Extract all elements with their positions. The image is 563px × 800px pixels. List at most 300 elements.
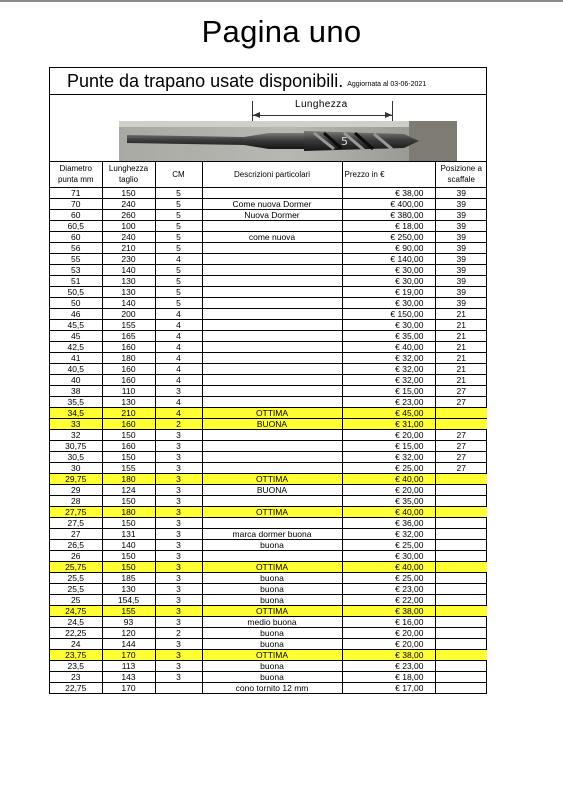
shelf-position-cell (435, 682, 487, 693)
length-cell: 160 (102, 418, 155, 429)
length-cell: 150 (102, 451, 155, 462)
cm-cell: 4 (155, 407, 202, 418)
cm-cell (155, 682, 202, 693)
shelf-position-cell: 39 (435, 187, 487, 198)
price-cell: € 150,00 (342, 308, 435, 319)
table-row (50, 517, 487, 528)
shelf-position-cell (435, 528, 487, 539)
diameter-cell: 45,5 (50, 319, 102, 330)
diameter-cell: 30,5 (50, 451, 102, 462)
price-cell: € 38,00 (342, 649, 435, 660)
description-cell (202, 462, 342, 473)
dimension-line (252, 115, 393, 116)
table-row (50, 385, 487, 396)
diameter-cell: 53 (50, 264, 102, 275)
cm-cell: 5 (155, 231, 202, 242)
table-body (50, 187, 487, 693)
cm-cell: 3 (155, 506, 202, 517)
description-cell (202, 385, 342, 396)
sheet (49, 67, 487, 694)
length-cell: 110 (102, 385, 155, 396)
description-cell: OTTIMA (202, 649, 342, 660)
table-row (50, 671, 487, 682)
length-cell: 240 (102, 198, 155, 209)
diameter-cell: 22,25 (50, 627, 102, 638)
cm-cell: 3 (155, 594, 202, 605)
length-cell: 155 (102, 319, 155, 330)
shelf-position-cell: 39 (435, 286, 487, 297)
price-cell: € 25,00 (342, 462, 435, 473)
length-cell: 150 (102, 550, 155, 561)
length-cell: 154,5 (102, 594, 155, 605)
cm-cell: 5 (155, 209, 202, 220)
diameter-cell: 27 (50, 528, 102, 539)
diameter-cell: 25,5 (50, 572, 102, 583)
description-cell: cono tornito 12 mm (202, 682, 342, 693)
cm-cell: 5 (155, 187, 202, 198)
shelf-position-cell (435, 561, 487, 572)
price-cell: € 38,00 (342, 187, 435, 198)
description-cell (202, 440, 342, 451)
description-cell (202, 242, 342, 253)
table-row (50, 649, 487, 660)
table-header-row (50, 162, 487, 187)
shelf-position-cell: 21 (435, 319, 487, 330)
diameter-cell: 24 (50, 638, 102, 649)
description-cell: buona (202, 572, 342, 583)
diameter-cell: 25 (50, 594, 102, 605)
length-cell: 140 (102, 264, 155, 275)
shelf-position-cell: 39 (435, 253, 487, 264)
cm-cell: 5 (155, 297, 202, 308)
diameter-cell: 23,5 (50, 660, 102, 671)
cm-cell: 3 (155, 671, 202, 682)
length-cell: 260 (102, 209, 155, 220)
length-cell: 240 (102, 231, 155, 242)
drill-bit-photo (119, 121, 457, 161)
description-cell (202, 352, 342, 363)
description-cell: buona (202, 539, 342, 550)
price-cell: € 20,00 (342, 627, 435, 638)
shelf-position-cell: 27 (435, 451, 487, 462)
cm-cell: 3 (155, 638, 202, 649)
price-cell: € 15,00 (342, 385, 435, 396)
length-cell: 131 (102, 528, 155, 539)
price-cell: € 30,00 (342, 319, 435, 330)
cm-cell: 4 (155, 363, 202, 374)
length-cell: 150 (102, 517, 155, 528)
length-cell: 150 (102, 429, 155, 440)
table-row (50, 462, 487, 473)
shelf-position-cell: 39 (435, 198, 487, 209)
cm-cell: 3 (155, 528, 202, 539)
table-row (50, 198, 487, 209)
svg-text:5: 5 (341, 135, 348, 148)
shelf-position-cell (435, 484, 487, 495)
cm-cell: 4 (155, 374, 202, 385)
diameter-cell: 30 (50, 462, 102, 473)
table-row (50, 473, 487, 484)
table-row (50, 341, 487, 352)
table-row (50, 616, 487, 627)
price-cell: € 18,00 (342, 220, 435, 231)
length-cell: 130 (102, 275, 155, 286)
price-cell: € 18,00 (342, 671, 435, 682)
shelf-position-cell (435, 473, 487, 484)
diameter-cell: 29,75 (50, 473, 102, 484)
table-row (50, 418, 487, 429)
diameter-cell: 26 (50, 550, 102, 561)
arrow-right-icon (385, 112, 392, 118)
table-row (50, 407, 487, 418)
table-row (50, 594, 487, 605)
cm-cell: 5 (155, 264, 202, 275)
cm-cell: 5 (155, 286, 202, 297)
column-header: Descrizioni particolari (202, 162, 342, 187)
column-header: Diametro punta mm (50, 162, 102, 187)
diameter-cell: 40,5 (50, 363, 102, 374)
table-row (50, 330, 487, 341)
cm-cell: 3 (155, 539, 202, 550)
diameter-cell: 56 (50, 242, 102, 253)
price-cell: € 20,00 (342, 484, 435, 495)
description-cell (202, 330, 342, 341)
diameter-cell: 32 (50, 429, 102, 440)
price-cell: € 16,00 (342, 616, 435, 627)
description-cell (202, 341, 342, 352)
length-cell: 144 (102, 638, 155, 649)
description-cell: Nuova Dormer (202, 209, 342, 220)
shelf-position-cell (435, 572, 487, 583)
description-cell: come nuova (202, 231, 342, 242)
diameter-cell: 50 (50, 297, 102, 308)
description-cell: OTTIMA (202, 473, 342, 484)
description-cell: buona (202, 594, 342, 605)
table-row (50, 638, 487, 649)
description-cell (202, 275, 342, 286)
diameter-cell: 50,5 (50, 286, 102, 297)
shelf-position-cell (435, 407, 487, 418)
cm-cell: 4 (155, 341, 202, 352)
length-cell: 170 (102, 649, 155, 660)
length-cell: 180 (102, 506, 155, 517)
description-cell: buona (202, 638, 342, 649)
cm-cell: 3 (155, 484, 202, 495)
length-cell: 180 (102, 352, 155, 363)
price-cell: € 32,00 (342, 363, 435, 374)
description-cell: buona (202, 583, 342, 594)
column-header: CM (155, 162, 202, 187)
price-cell: € 40,00 (342, 473, 435, 484)
shelf-position-cell (435, 616, 487, 627)
cm-cell: 3 (155, 440, 202, 451)
table-row (50, 209, 487, 220)
cm-cell: 5 (155, 275, 202, 286)
shelf-position-cell: 27 (435, 440, 487, 451)
price-cell: € 30,00 (342, 264, 435, 275)
cm-cell: 3 (155, 572, 202, 583)
diameter-cell: 40 (50, 374, 102, 385)
diameter-cell: 55 (50, 253, 102, 264)
table-row (50, 297, 487, 308)
description-cell: marca dormer buona (202, 528, 342, 539)
description-cell: medio buona (202, 616, 342, 627)
column-header: Lunghezza taglio (102, 162, 155, 187)
diameter-cell: 30,75 (50, 440, 102, 451)
description-cell (202, 495, 342, 506)
price-cell: € 22,00 (342, 594, 435, 605)
price-cell: € 32,00 (342, 352, 435, 363)
table-row (50, 539, 487, 550)
table-row (50, 396, 487, 407)
shelf-position-cell: 21 (435, 341, 487, 352)
shelf-position-cell: 39 (435, 231, 487, 242)
description-cell: BUONA (202, 484, 342, 495)
cm-cell: 3 (155, 583, 202, 594)
length-cell: 155 (102, 462, 155, 473)
price-cell: € 32,00 (342, 528, 435, 539)
shelf-position-cell (435, 550, 487, 561)
table-row (50, 660, 487, 671)
diameter-cell: 34,5 (50, 407, 102, 418)
table-row (50, 495, 487, 506)
price-cell: € 19,00 (342, 286, 435, 297)
updated-date: Aggiornata al 03-06-2021 (347, 80, 427, 88)
diameter-cell: 60 (50, 209, 102, 220)
length-cell: 140 (102, 539, 155, 550)
column-header: Posizione a scaffale (435, 162, 487, 187)
table-row (50, 561, 487, 572)
price-cell: € 32,00 (342, 451, 435, 462)
description-cell: BUONA (202, 418, 342, 429)
cm-cell: 2 (155, 418, 202, 429)
table-row (50, 308, 487, 319)
cm-cell: 3 (155, 561, 202, 572)
description-cell (202, 187, 342, 198)
table-row (50, 627, 487, 638)
table-row (50, 253, 487, 264)
drill-table (50, 162, 487, 693)
description-cell (202, 319, 342, 330)
shelf-position-cell: 21 (435, 352, 487, 363)
description-cell (202, 264, 342, 275)
length-cell: 185 (102, 572, 155, 583)
diameter-cell: 29 (50, 484, 102, 495)
length-cell: 130 (102, 286, 155, 297)
drill-figure (50, 95, 486, 162)
cm-cell: 3 (155, 429, 202, 440)
cm-cell: 3 (155, 462, 202, 473)
table-row (50, 440, 487, 451)
shelf-position-cell (435, 605, 487, 616)
price-cell: € 25,00 (342, 572, 435, 583)
length-cell: 155 (102, 605, 155, 616)
length-cell: 210 (102, 242, 155, 253)
description-cell: OTTIMA (202, 407, 342, 418)
length-cell: 160 (102, 363, 155, 374)
diameter-cell: 22,75 (50, 682, 102, 693)
shelf-position-cell (435, 638, 487, 649)
diameter-cell: 25,5 (50, 583, 102, 594)
cm-cell: 3 (155, 616, 202, 627)
price-cell: € 30,00 (342, 297, 435, 308)
shelf-position-cell (435, 539, 487, 550)
diameter-cell: 35,5 (50, 396, 102, 407)
cm-cell: 4 (155, 308, 202, 319)
cm-cell: 4 (155, 319, 202, 330)
sheet-title: Punte da trapano usate disponibili. (67, 70, 344, 91)
diameter-cell: 51 (50, 275, 102, 286)
diameter-cell: 60,5 (50, 220, 102, 231)
table-row (50, 352, 487, 363)
price-cell: € 35,00 (342, 330, 435, 341)
shelf-position-cell: 39 (435, 275, 487, 286)
length-cell: 100 (102, 220, 155, 231)
column-header: Prezzo in € (342, 162, 435, 187)
table-row (50, 264, 487, 275)
cm-cell: 4 (155, 253, 202, 264)
shelf-position-cell: 39 (435, 209, 487, 220)
price-cell: € 380,00 (342, 209, 435, 220)
diameter-cell: 28 (50, 495, 102, 506)
table-row (50, 275, 487, 286)
table-row (50, 583, 487, 594)
description-cell: OTTIMA (202, 506, 342, 517)
length-cell: 210 (102, 407, 155, 418)
table-row (50, 605, 487, 616)
price-cell: € 30,00 (342, 550, 435, 561)
cm-cell: 4 (155, 352, 202, 363)
diameter-cell: 46 (50, 308, 102, 319)
description-cell: buona (202, 671, 342, 682)
length-cell: 200 (102, 308, 155, 319)
cm-cell: 3 (155, 660, 202, 671)
shelf-position-cell (435, 583, 487, 594)
description-cell (202, 220, 342, 231)
cm-cell: 3 (155, 649, 202, 660)
length-cell: 150 (102, 495, 155, 506)
price-cell: € 36,00 (342, 517, 435, 528)
description-cell (202, 429, 342, 440)
price-cell: € 30,00 (342, 275, 435, 286)
description-cell (202, 374, 342, 385)
length-cell: 160 (102, 440, 155, 451)
price-cell: € 90,00 (342, 242, 435, 253)
shelf-position-cell: 39 (435, 242, 487, 253)
price-cell: € 17,00 (342, 682, 435, 693)
cm-cell: 3 (155, 451, 202, 462)
shelf-position-cell (435, 660, 487, 671)
table-row (50, 572, 487, 583)
table-row (50, 374, 487, 385)
shelf-position-cell: 21 (435, 330, 487, 341)
table-row (50, 187, 487, 198)
cm-cell: 4 (155, 330, 202, 341)
cm-cell: 5 (155, 220, 202, 231)
shelf-position-cell: 21 (435, 374, 487, 385)
shelf-position-cell (435, 649, 487, 660)
length-cell: 150 (102, 561, 155, 572)
diameter-cell: 60 (50, 231, 102, 242)
diameter-cell: 27,5 (50, 517, 102, 528)
length-cell: 165 (102, 330, 155, 341)
table-row (50, 231, 487, 242)
diameter-cell: 33 (50, 418, 102, 429)
length-cell: 113 (102, 660, 155, 671)
diameter-cell: 42,5 (50, 341, 102, 352)
cm-cell: 5 (155, 198, 202, 209)
price-cell: € 40,00 (342, 506, 435, 517)
shelf-position-cell (435, 627, 487, 638)
table-row (50, 451, 487, 462)
shelf-position-cell: 21 (435, 363, 487, 374)
shelf-position-cell: 39 (435, 220, 487, 231)
price-cell: € 31,00 (342, 418, 435, 429)
length-cell: 130 (102, 583, 155, 594)
price-cell: € 20,00 (342, 638, 435, 649)
length-cell: 180 (102, 473, 155, 484)
shelf-position-cell: 27 (435, 385, 487, 396)
table-row (50, 286, 487, 297)
table-row (50, 319, 487, 330)
price-cell: € 20,00 (342, 429, 435, 440)
description-cell (202, 550, 342, 561)
shelf-position-cell: 39 (435, 264, 487, 275)
diameter-cell: 25,75 (50, 561, 102, 572)
shelf-position-cell: 27 (435, 462, 487, 473)
description-cell (202, 253, 342, 264)
diameter-cell: 41 (50, 352, 102, 363)
description-cell: OTTIMA (202, 561, 342, 572)
price-cell: € 40,00 (342, 561, 435, 572)
length-cell: 160 (102, 374, 155, 385)
dimension-label: Lunghezza (295, 99, 348, 110)
cm-cell: 5 (155, 242, 202, 253)
description-cell: buona (202, 627, 342, 638)
price-cell: € 23,00 (342, 396, 435, 407)
description-cell: Come nuova Dormer (202, 198, 342, 209)
table-row (50, 506, 487, 517)
description-cell (202, 451, 342, 462)
shelf-position-cell: 27 (435, 396, 487, 407)
diameter-cell: 26,5 (50, 539, 102, 550)
shelf-position-cell (435, 418, 487, 429)
price-cell: € 35,00 (342, 495, 435, 506)
diameter-cell: 27,75 (50, 506, 102, 517)
diameter-cell: 24,5 (50, 616, 102, 627)
length-cell: 124 (102, 484, 155, 495)
shelf-position-cell (435, 671, 487, 682)
description-cell (202, 286, 342, 297)
table-row (50, 484, 487, 495)
diameter-cell: 23 (50, 671, 102, 682)
table-row (50, 220, 487, 231)
cm-cell: 3 (155, 517, 202, 528)
shelf-position-cell (435, 506, 487, 517)
price-cell: € 45,00 (342, 407, 435, 418)
price-cell: € 38,00 (342, 605, 435, 616)
shelf-position-cell: 39 (435, 297, 487, 308)
shelf-position-cell: 21 (435, 308, 487, 319)
description-cell (202, 297, 342, 308)
description-cell: OTTIMA (202, 605, 342, 616)
price-cell: € 32,00 (342, 374, 435, 385)
shelf-position-cell (435, 517, 487, 528)
cm-cell: 3 (155, 385, 202, 396)
length-cell: 93 (102, 616, 155, 627)
length-cell: 170 (102, 682, 155, 693)
shelf-position-cell (435, 594, 487, 605)
